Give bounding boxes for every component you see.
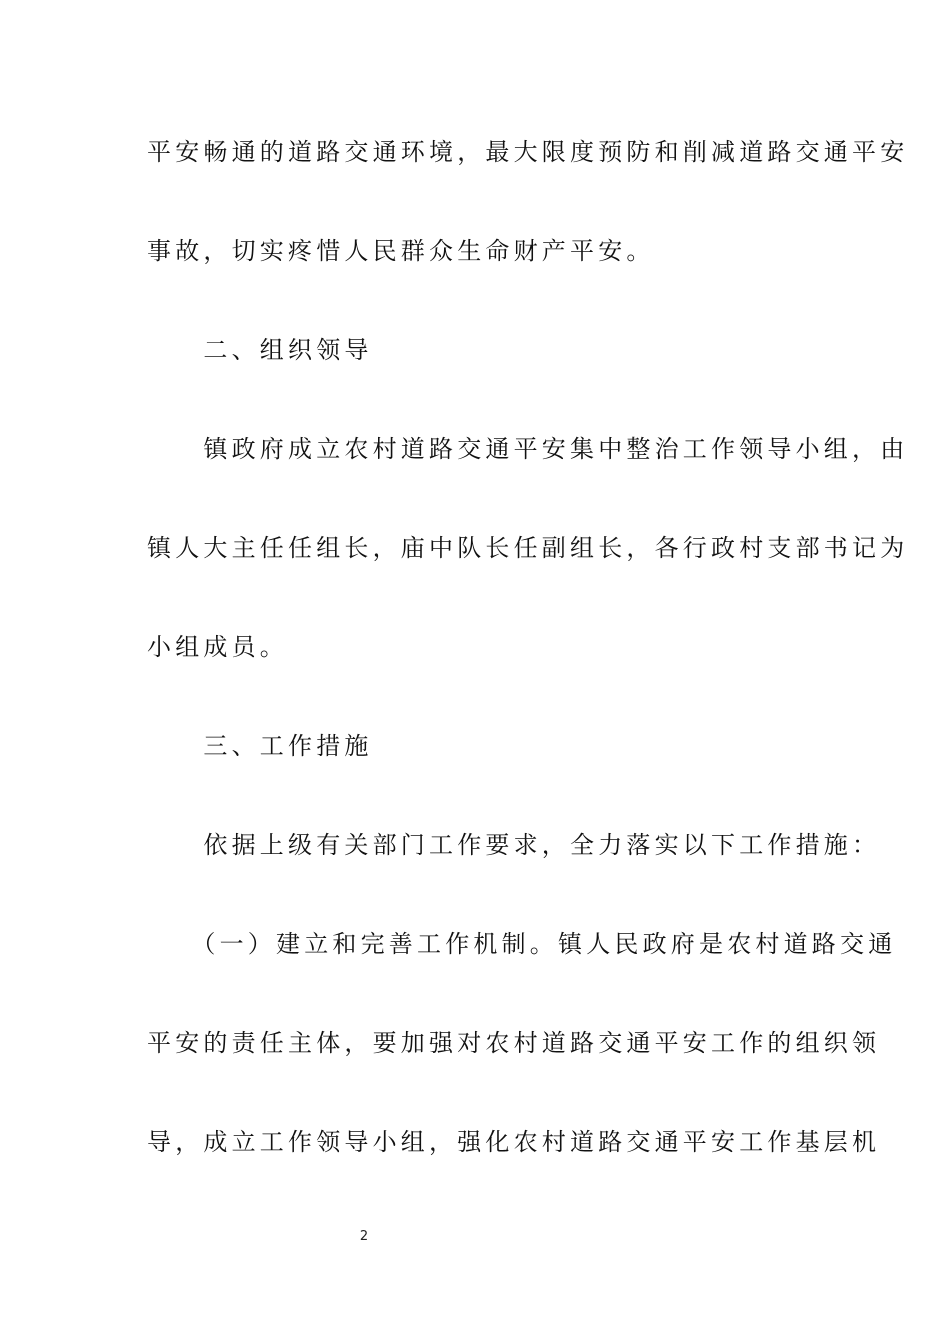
section-heading: 二、组织领导 <box>147 336 373 364</box>
page-number: 2 <box>359 1229 369 1244</box>
text-line: 依据上级有关部门工作要求，全力落实以下工作措施： <box>147 831 881 859</box>
text-line: 导，成立工作领导小组，强化农村道路交通平安工作基层机 <box>147 1128 881 1156</box>
text-line: 镇政府成立农村道路交通平安集中整治工作领导小组，由 <box>147 435 909 463</box>
text-line: 小组成员。 <box>147 633 288 661</box>
text-line: （一）建立和完善工作机制。镇人民政府是农村道路交通 <box>147 930 897 958</box>
text-line: 镇人大主任任组长，庙中队长任副组长，各行政村支部书记为 <box>147 534 909 562</box>
text-line: 平安的责任主体，要加强对农村道路交通平安工作的组织领 <box>147 1029 881 1057</box>
section-heading: 三、工作措施 <box>147 732 373 760</box>
text-line: 事故，切实疼惜人民群众生命财产平安。 <box>147 237 655 265</box>
text-line: 平安畅通的道路交通环境，最大限度预防和削减道路交通平安 <box>147 138 909 166</box>
